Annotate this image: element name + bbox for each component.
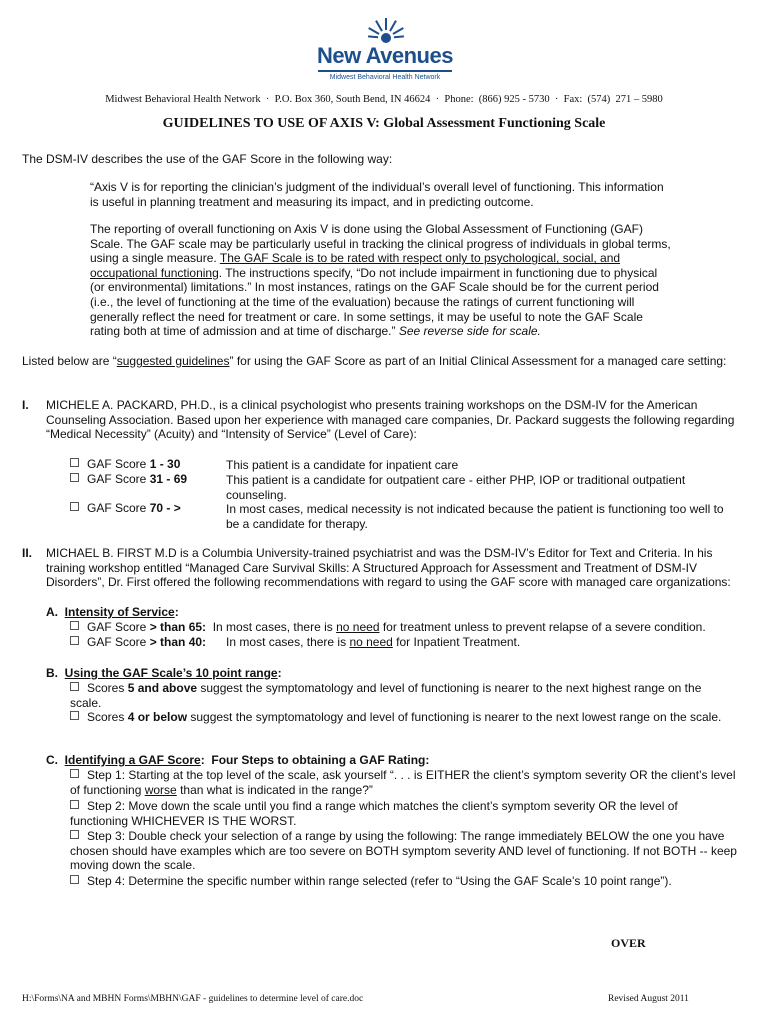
- checkbox-icon: [70, 621, 79, 630]
- subsection-a-heading: A. Intensity of Service:: [46, 605, 179, 619]
- quote2-text-a: The reporting of overall functioning on Axis V is done using the Global Assessment of Functioning (GAF) Scale. The GAF scale may be particularly useful in tracking the clinical progress of individuals in global terms, using a single measure.: [90, 222, 671, 266]
- address-line: Midwest Behavioral Health Network · P.O. Box 360, South Bend, IN 46624 · Phone: (866) 925 - 5730 · Fax: (574) 271 – 5980: [105, 94, 663, 105]
- checkbox-icon: [70, 636, 79, 645]
- step-2: Step 2: Move down the scale until you find a range which matches the client’s symptom severity OR the level of functioning WHICHEVER IS THE WORST.: [70, 799, 678, 828]
- listed-below-paragraph: Listed below are “suggested guidelines” for using the GAF Score as part of an Initial Clinical Assessment for a managed care setting:: [22, 354, 727, 368]
- checkbox-icon: [70, 473, 79, 482]
- logo-divider: [318, 70, 452, 72]
- subsection-b-heading: B. Using the GAF Scale’s 10 point range:: [46, 666, 282, 680]
- page-title: GUIDELINES TO USE OF AXIS V: Global Assessment Functioning Scale: [162, 116, 606, 131]
- checkbox-icon: [70, 800, 79, 809]
- subsection-a-item-1: GAF Score > than 65: In most cases, there is no need for treatment unless to prevent relapse of a severe condition.: [70, 620, 706, 635]
- suggested-guidelines-text: suggested guidelines: [116, 354, 230, 368]
- checkbox-icon: [70, 682, 79, 691]
- quote2-text-c: . The instructions specify, “Do not include impairment in functioning due to physical (or environmental) limitations.” In most instances, ratings on the GAF Scale should be for the current period (i.e., the level of functioning at the time of the evaluation) because the ratings of current functioning will generally reflect the need for treatment or care. In some settings, it may be useful to note the GAF Scale rating both at time of admission and at time of discharge.”: [90, 265, 659, 339]
- over-label: OVER: [611, 936, 646, 950]
- step-3: Step 3: Double check your selection of a range by using the following: The range immediately BELOW the one you have chosen should have examples which are too severe on BOTH symptom severity AND level of functioning. If not BOTH -- keep moving down the scale.: [70, 829, 737, 873]
- sunburst-logo-icon: [364, 16, 408, 44]
- step-1: Step 1: Starting at the top level of the scale, ask yourself “. . . is EITHER the client’s symptom severity OR the client’s level of functioning worse than what is indicated in the range?”: [70, 768, 736, 797]
- quote-paragraph-2: [90, 222, 674, 339]
- section-2-numeral: II.: [22, 546, 33, 560]
- quote2-underlined: The GAF Scale is to be rated with respect only to psychological, social, and occupational functioning: [90, 251, 621, 280]
- footer-path: H:\Forms\NA and MBHN Forms\MBHN\GAF - guidelines to determine level of care.doc: [22, 994, 364, 1004]
- checkbox-icon: [70, 711, 79, 720]
- checkbox-icon: [70, 769, 79, 778]
- intro-text: The DSM-IV describes the use of the GAF Score in the following way:: [22, 152, 393, 166]
- section-2-text: MICHAEL B. FIRST M.D is a Columbia University-trained psychiatrist and was the DSM-IV’s Editor for Text and Criteria. In his training workshop entitled “Managed Care Survival Skills: A Structured Approach for Assessment and Treatment of DSM-IV Disorders”, Dr. First offered the following recommendations with regard to using the GAF score with managed care organizations:: [46, 546, 731, 590]
- quote-paragraph-1: “Axis V is for reporting the clinician’s judgment of the individual’s overall level of functioning. This information is useful in planning treatment and measuring its impact, and in predicting outcome.: [90, 180, 664, 209]
- footer-revised: Revised August 2011: [608, 994, 689, 1004]
- see-reverse-note: See reverse side for scale.: [398, 324, 541, 339]
- checkbox-icon: [70, 830, 79, 839]
- logo-subtitle: Midwest Behavioral Health Network: [329, 74, 441, 81]
- step-4: Step 4: Determine the specific number within range selected (refer to “Using the GAF Scale’s 10 point range”).: [70, 874, 672, 889]
- logo: [310, 14, 460, 86]
- subsection-c-heading: C. Identifying a GAF Score: Four Steps to obtaining a GAF Rating:: [46, 753, 430, 767]
- section-1-text: MICHELE A. PACKARD, PH.D., is a clinical psychologist who presents training workshops on the DSM-IV for the American Counseling Association. Based upon her experience with managed care companies, Dr. Packard suggests the following regarding “Medical Necessity” (Acuity) and “Intensity of Service” (Level of Care):: [46, 398, 735, 442]
- checkbox-icon: [70, 458, 79, 467]
- section-1-numeral: I.: [22, 398, 29, 412]
- checkbox-icon: [70, 875, 79, 884]
- logo-name: New Avenues: [317, 43, 453, 68]
- subsection-b-item-2: Scores 4 or below suggest the symptomatology and level of functioning is nearer to the next lowest range on the scale.: [70, 710, 730, 725]
- subsection-b-item-1: Scores 5 and above suggest the symptomatology and level of functioning is nearer to the next highest range on the scale.: [70, 681, 702, 710]
- checkbox-icon: [70, 502, 79, 511]
- subsection-a-item-2: GAF Score > than 40: In most cases, there is no need for Inpatient Treatment.: [70, 635, 520, 650]
